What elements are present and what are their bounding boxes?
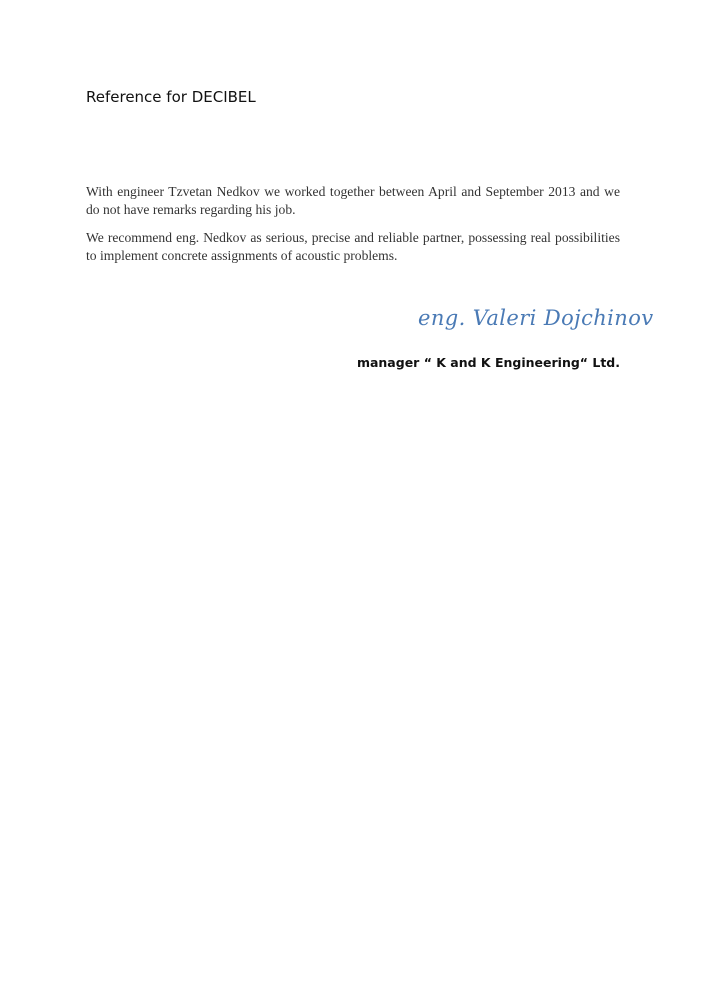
paragraph-recommendation: We recommend eng. Nedkov as serious, precise and reliable partner, possessing real possibilities to implement concrete assignments of acoustic problems. — [86, 230, 620, 263]
handwritten-signature: eng. Valeri Dojchinov — [418, 306, 654, 330]
signer-title: manager “ K and K Engineering“ Ltd. — [356, 355, 620, 370]
document-title: Reference for DECIBEL — [86, 88, 256, 106]
paragraph-work-period: With engineer Tzvetan Nedkov we worked together between April and September 2013 and we do not have remarks regarding his job. — [86, 184, 620, 217]
